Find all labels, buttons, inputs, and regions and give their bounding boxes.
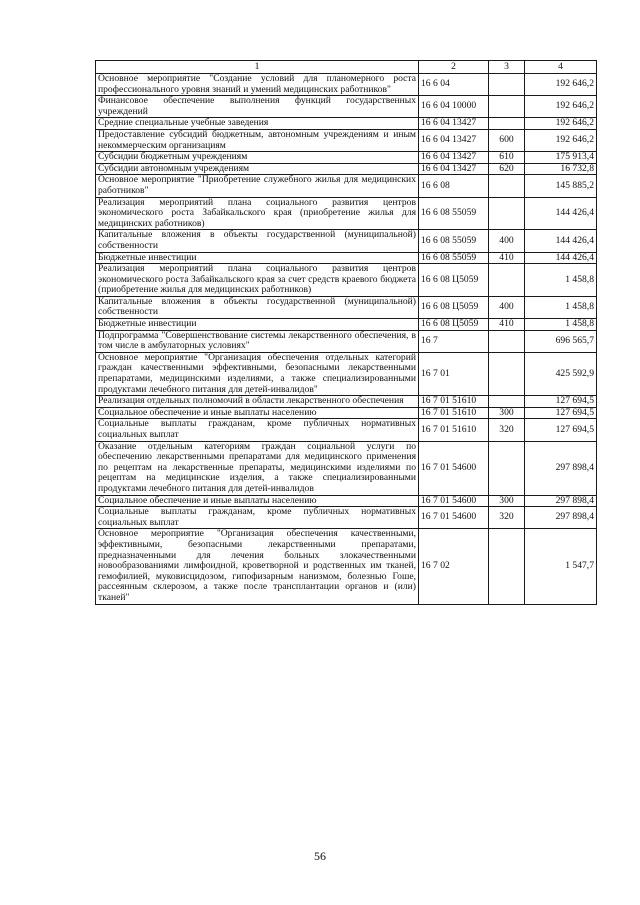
- table-row: [96, 74, 597, 96]
- row-sum-cell: 1 547,7: [525, 529, 597, 604]
- row-name-cell: Основное мероприятие "Создание условий для планомерного роста профессионального уровня знаний и умений медицинских работников": [96, 74, 419, 96]
- row-name-cell: Средние специальные учебные заведения: [96, 118, 419, 130]
- row-type-cell: 600: [489, 129, 525, 151]
- row-type-cell: [489, 175, 525, 197]
- row-code-cell: 16 6 08 Ц5059: [419, 319, 489, 331]
- table-row: [96, 197, 597, 230]
- row-name-cell: Реализация мероприятий плана социального развития центров экономического роста Забайкальского края за счет средств краевого бюджета (приобретение жилья для медицинских работников): [96, 264, 419, 297]
- row-name-cell: Субсидии бюджетным учреждениям: [96, 152, 419, 164]
- row-sum-cell: 145 885,2: [525, 175, 597, 197]
- row-type-cell: [489, 96, 525, 118]
- row-code-cell: 16 7 01 51610: [419, 419, 489, 441]
- table-row: [96, 419, 597, 441]
- row-code-cell: 16 6 08 55059: [419, 230, 489, 252]
- header-col-3: 3: [489, 61, 525, 74]
- row-name-cell: Основное мероприятие "Организация обеспечения качественными, эффективными, безопасными лекарственными препаратами, предназначенными для лечения больных злокачественными новообразованиями лимфоидной, кроветворной и родственных им тканей, гемофилией, муковисцидозом, гипофизарным нанизмом, болезнью Гоше, рассеянным склерозом, а также после трансплантации органов и (или) тканей": [96, 529, 419, 604]
- table-row: [96, 396, 597, 408]
- page-number: 56: [314, 849, 326, 863]
- row-name-cell: Основное мероприятие "Приобретение служебного жилья для медицинских работников": [96, 175, 419, 197]
- row-type-cell: [489, 441, 525, 495]
- row-name-cell: Социальное обеспечение и иные выплаты населению: [96, 407, 419, 419]
- row-type-cell: 300: [489, 495, 525, 507]
- row-sum-cell: 297 898,4: [525, 441, 597, 495]
- header-col-4: 4: [525, 61, 597, 74]
- row-code-cell: 16 7 01 54600: [419, 441, 489, 495]
- row-code-cell: 16 7 02: [419, 529, 489, 604]
- row-type-cell: [489, 330, 525, 352]
- table-row: [96, 129, 597, 151]
- row-name-cell: Бюджетные инвестиции: [96, 252, 419, 264]
- row-sum-cell: 1 458,8: [525, 264, 597, 297]
- row-code-cell: 16 6 04 13427: [419, 129, 489, 151]
- row-sum-cell: 192 646,2: [525, 74, 597, 96]
- row-sum-cell: 425 592,9: [525, 352, 597, 395]
- row-name-cell: Финансовое обеспечение выполнения функций государственных учреждений: [96, 96, 419, 118]
- row-type-cell: [489, 118, 525, 130]
- table-row: [96, 264, 597, 297]
- row-sum-cell: 192 646,2: [525, 96, 597, 118]
- table-row: [96, 152, 597, 164]
- row-code-cell: 16 6 08 55059: [419, 197, 489, 230]
- row-code-cell: 16 7 01 54600: [419, 507, 489, 529]
- row-sum-cell: 144 426,4: [525, 252, 597, 264]
- row-type-cell: 320: [489, 507, 525, 529]
- row-type-cell: 610: [489, 152, 525, 164]
- row-name-cell: Капитальные вложения в объекты государственной (муниципальной) собственности: [96, 296, 419, 318]
- row-sum-cell: 175 913,4: [525, 152, 597, 164]
- row-sum-cell: 144 426,4: [525, 197, 597, 230]
- row-sum-cell: 144 426,4: [525, 230, 597, 252]
- row-name-cell: Социальные выплаты гражданам, кроме публичных нормативных социальных выплат: [96, 419, 419, 441]
- row-code-cell: 16 6 08 Ц5059: [419, 296, 489, 318]
- row-code-cell: 16 7 01 51610: [419, 407, 489, 419]
- row-type-cell: 410: [489, 252, 525, 264]
- row-type-cell: 400: [489, 296, 525, 318]
- row-name-cell: Социальные выплаты гражданам, кроме публичных нормативных социальных выплат: [96, 507, 419, 529]
- table-header-row: [96, 61, 597, 74]
- row-type-cell: [489, 74, 525, 96]
- budget-table: [95, 60, 597, 605]
- row-code-cell: 16 6 04: [419, 74, 489, 96]
- row-type-cell: 620: [489, 163, 525, 175]
- table-row: [96, 352, 597, 395]
- header-col-2: 2: [419, 61, 489, 74]
- row-sum-cell: 16 732,8: [525, 163, 597, 175]
- table-row: [96, 330, 597, 352]
- row-type-cell: [489, 264, 525, 297]
- table-row: [96, 441, 597, 495]
- row-type-cell: 320: [489, 419, 525, 441]
- header-col-1: 1: [96, 61, 419, 74]
- table-row: [96, 319, 597, 331]
- table-row: [96, 163, 597, 175]
- row-code-cell: 16 6 04 13427: [419, 118, 489, 130]
- row-name-cell: Реализация отдельных полномочий в области лекарственного обеспечения: [96, 396, 419, 408]
- row-sum-cell: 1 458,8: [525, 319, 597, 331]
- row-name-cell: Социальное обеспечение и иные выплаты населению: [96, 495, 419, 507]
- table-body: [96, 74, 597, 605]
- row-name-cell: Оказание отдельным категориям граждан социальной услуги по обеспечению лекарственными препаратами для медицинского применения по рецептам на лекарственные препараты, медицинскими изделиями по рецептам на медицинские изделия, а также специализированными продуктами лечебного питания для детей-инвалидов: [96, 441, 419, 495]
- row-type-cell: [489, 197, 525, 230]
- row-sum-cell: 297 898,4: [525, 495, 597, 507]
- row-sum-cell: 192 646,2: [525, 129, 597, 151]
- table-row: [96, 495, 597, 507]
- row-type-cell: 400: [489, 230, 525, 252]
- row-sum-cell: 1 458,8: [525, 296, 597, 318]
- row-code-cell: 16 6 04 10000: [419, 96, 489, 118]
- row-name-cell: Субсидии автономным учреждениям: [96, 163, 419, 175]
- table-row: [96, 296, 597, 318]
- row-name-cell: Предоставление субсидий бюджетным, автономным учреждениям и иным некоммерческим организациям: [96, 129, 419, 151]
- row-type-cell: [489, 352, 525, 395]
- row-code-cell: 16 6 04 13427: [419, 152, 489, 164]
- row-sum-cell: 192 646,2: [525, 118, 597, 130]
- row-type-cell: [489, 529, 525, 604]
- row-sum-cell: 127 694,5: [525, 407, 597, 419]
- row-name-cell: Подпрограмма "Совершенствование системы лекарственного обеспечения, в том числе в амбулаторных условиях": [96, 330, 419, 352]
- row-sum-cell: 696 565,7: [525, 330, 597, 352]
- table-row: [96, 507, 597, 529]
- row-code-cell: 16 7: [419, 330, 489, 352]
- table-row: [96, 407, 597, 419]
- row-code-cell: 16 6 08: [419, 175, 489, 197]
- row-type-cell: 410: [489, 319, 525, 331]
- row-type-cell: 300: [489, 407, 525, 419]
- row-name-cell: Реализация мероприятий плана социального развития центров экономического роста Забайкальского края (приобретение жилья для медицинских работников): [96, 197, 419, 230]
- table-row: [96, 96, 597, 118]
- row-type-cell: [489, 396, 525, 408]
- table-row: [96, 252, 597, 264]
- row-name-cell: Основное мероприятие "Организация обеспечения отдельных категорий граждан качественными эффективными, безопасными лекарственными препаратами, медицинскими изделиями, а также специализированными продуктами лечебного питания для детей-инвалидов": [96, 352, 419, 395]
- table-row: [96, 175, 597, 197]
- row-name-cell: Капитальные вложения в объекты государственной (муниципальной) собственности: [96, 230, 419, 252]
- row-code-cell: 16 7 01 51610: [419, 396, 489, 408]
- row-sum-cell: 127 694,5: [525, 396, 597, 408]
- row-code-cell: 16 6 08 Ц5059: [419, 264, 489, 297]
- table-row: [96, 118, 597, 130]
- row-code-cell: 16 7 01 54600: [419, 495, 489, 507]
- row-sum-cell: 297 898,4: [525, 507, 597, 529]
- row-sum-cell: 127 694,5: [525, 419, 597, 441]
- table-row: [96, 230, 597, 252]
- row-name-cell: Бюджетные инвестиции: [96, 319, 419, 331]
- row-code-cell: 16 6 04 13427: [419, 163, 489, 175]
- row-code-cell: 16 6 08 55059: [419, 252, 489, 264]
- row-code-cell: 16 7 01: [419, 352, 489, 395]
- table-row: [96, 529, 597, 604]
